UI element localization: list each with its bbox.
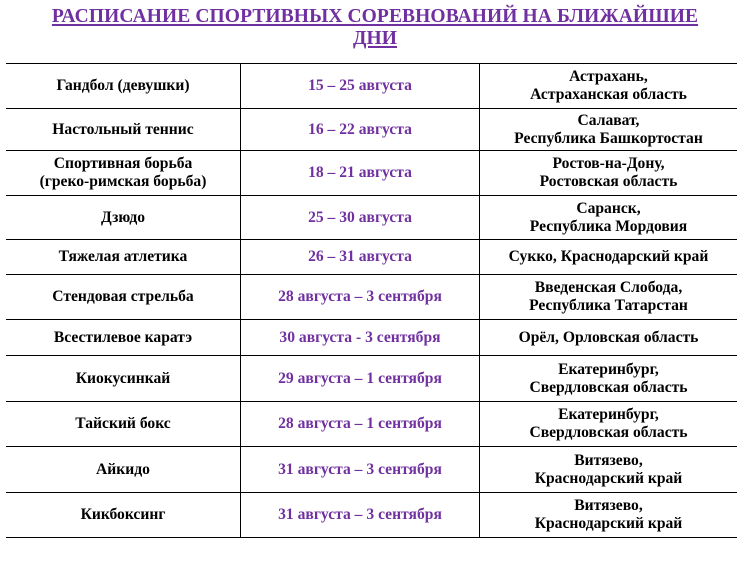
sport-name: (греко-римская борьба): [39, 173, 207, 190]
table-row: [6, 64, 737, 109]
location-name: Ростов-на-Дону,: [552, 155, 665, 172]
location-name: Свердловская область: [529, 424, 688, 441]
sport-name: Кикбоксинг: [80, 506, 166, 523]
table-row: [6, 320, 737, 356]
table-row: [6, 109, 737, 151]
location-cell: [480, 402, 738, 447]
location-name: Краснодарский край: [534, 469, 683, 487]
location-name: Саранск,: [576, 199, 641, 217]
location-cell: [480, 356, 738, 402]
table-row: [6, 275, 737, 320]
sport-name: Всестилевое каратэ: [53, 328, 193, 346]
sport-cell: [6, 109, 241, 151]
table-row: [6, 196, 737, 240]
date-cell: [241, 493, 480, 538]
sport-cell: [6, 320, 241, 356]
location-cell: [480, 275, 738, 320]
location-name: Витязево,: [574, 451, 643, 469]
date-cell: [241, 196, 480, 240]
schedule-table-body: [6, 64, 737, 538]
date-cell: [241, 447, 480, 493]
sport-cell: [6, 356, 241, 402]
location-name: Витязево,: [574, 497, 643, 514]
location-name: Введенская Слобода,: [534, 279, 683, 296]
location-cell: [480, 64, 738, 109]
sport-name: Тяжелая атлетика: [58, 248, 188, 265]
location-cell: [480, 320, 738, 356]
date-cell: [241, 275, 480, 320]
location-cell: [480, 447, 738, 493]
sport-cell: [6, 493, 241, 538]
location-cell: [480, 493, 738, 538]
event-dates: 31 августа – 3 сентября: [278, 506, 442, 523]
date-cell: [241, 151, 480, 196]
table-row: [6, 240, 737, 275]
event-dates: 28 августа – 3 сентября: [278, 288, 442, 305]
sport-cell: [6, 64, 241, 109]
sport-cell: [6, 447, 241, 493]
table-row: [6, 402, 737, 447]
schedule-table: [6, 63, 737, 538]
event-dates: 15 – 25 августа: [308, 77, 412, 94]
event-dates: 29 августа – 1 сентября: [278, 369, 442, 387]
date-cell: [241, 240, 480, 275]
location-name: Свердловская область: [529, 378, 688, 396]
location-name: Краснодарский край: [534, 515, 683, 532]
sport-name: Настольный теннис: [52, 120, 194, 138]
date-cell: [241, 356, 480, 402]
location-name: Ростовская область: [539, 173, 678, 190]
location-cell: [480, 151, 738, 196]
event-dates: 16 – 22 августа: [308, 120, 412, 138]
sport-name: Гандбол (девушки): [56, 77, 190, 94]
location-name: Астрахань,: [569, 68, 648, 85]
location-cell: [480, 196, 738, 240]
page-title-line-1: РАСПИСАНИЕ СПОРТИВНЫХ СОРЕВНОВАНИЙ НА БЛИЖАЙШИЕ: [51, 6, 699, 27]
page-title-line-2: ДНИ: [352, 28, 398, 49]
event-dates: 18 – 21 августа: [308, 164, 412, 181]
sport-cell: [6, 275, 241, 320]
sport-name: Стендовая стрельба: [52, 288, 194, 305]
location-cell: [480, 109, 738, 151]
event-dates: 30 августа - 3 сентября: [279, 328, 441, 346]
date-cell: [241, 109, 480, 151]
sport-cell: [6, 402, 241, 447]
date-cell: [241, 64, 480, 109]
sport-name: Айкидо: [96, 460, 150, 478]
sport-name: Тайский бокс: [75, 415, 171, 432]
date-cell: [241, 320, 480, 356]
table-row: [6, 493, 737, 538]
location-name: Екатеринбург,: [558, 360, 659, 378]
location-name: Астраханская область: [530, 86, 687, 103]
sport-name: Киокусинкай: [75, 369, 171, 387]
event-dates: 28 августа – 1 сентября: [278, 415, 442, 432]
location-name: Салават,: [577, 111, 640, 129]
sport-name: Дзюдо: [100, 208, 146, 226]
sport-cell: [6, 240, 241, 275]
location-cell: [480, 240, 738, 275]
event-dates: 31 августа – 3 сентября: [278, 460, 442, 478]
date-cell: [241, 402, 480, 447]
location-name: Республика Мордовия: [529, 217, 688, 235]
sport-cell: [6, 151, 241, 196]
location-name: Орёл, Орловская область: [518, 328, 699, 346]
sport-name: Спортивная борьба: [53, 155, 193, 172]
location-name: Республика Башкортостан: [514, 129, 703, 147]
table-row: [6, 356, 737, 402]
table-row: [6, 447, 737, 493]
location-name: Республика Татарстан: [529, 297, 688, 314]
event-dates: 25 – 30 августа: [308, 208, 412, 226]
location-name: Сукко, Краснодарский край: [508, 248, 709, 265]
location-name: Екатеринбург,: [558, 406, 659, 423]
page-title: [0, 6, 750, 50]
event-dates: 26 – 31 августа: [308, 248, 412, 265]
sport-cell: [6, 196, 241, 240]
table-row: [6, 151, 737, 196]
